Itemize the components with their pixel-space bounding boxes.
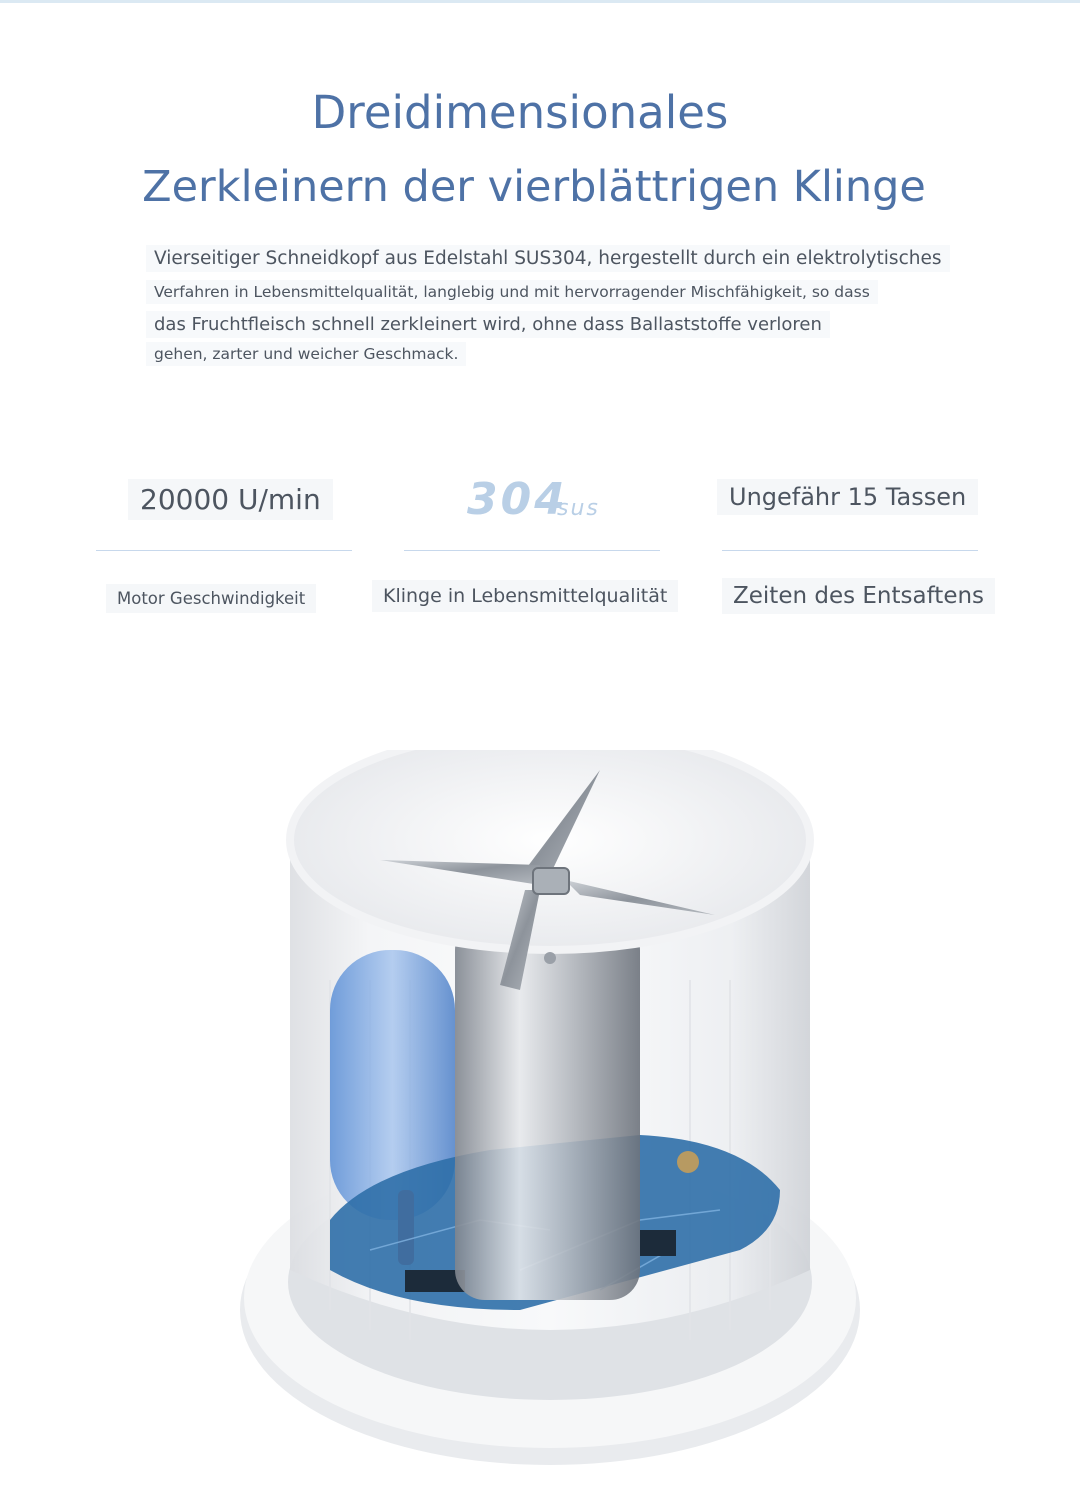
description-line-3: das Fruchtfleisch schnell zerkleinert wird, ohne dass Ballaststoffe verloren bbox=[146, 311, 830, 338]
stat-cups-label: Zeiten des Entsaftens bbox=[722, 578, 995, 614]
description-line-4: gehen, zarter und weicher Geschmack. bbox=[146, 342, 466, 366]
heading-line-2: Zerkleinern der vierblättrigen Klinge bbox=[142, 162, 926, 212]
divider bbox=[722, 550, 978, 551]
divider bbox=[404, 550, 660, 551]
blender-base-product-icon bbox=[220, 750, 880, 1490]
stat-cups-value: Ungefähr 15 Tassen bbox=[717, 479, 978, 515]
top-border bbox=[0, 0, 1080, 3]
stat-motor-speed-value: 20000 U/min bbox=[128, 479, 333, 520]
heading-line-1: Dreidimensionales bbox=[311, 86, 729, 139]
description-line-2: Verfahren in Lebensmittelqualität, langlebig und mit hervorragender Mischfähigkeit, so dass bbox=[146, 280, 878, 304]
stat-blade-value: 304 bbox=[467, 474, 568, 525]
description-line-1: Vierseitiger Schneidkopf aus Edelstahl SUS304, hergestellt durch ein elektrolytisches bbox=[146, 245, 950, 272]
stat-motor-speed-label: Motor Geschwindigkeit bbox=[106, 584, 316, 613]
stat-blade-label: Klinge in Lebensmittelqualität bbox=[372, 580, 678, 612]
divider bbox=[96, 550, 352, 551]
stat-blade-unit: sus bbox=[557, 496, 600, 521]
